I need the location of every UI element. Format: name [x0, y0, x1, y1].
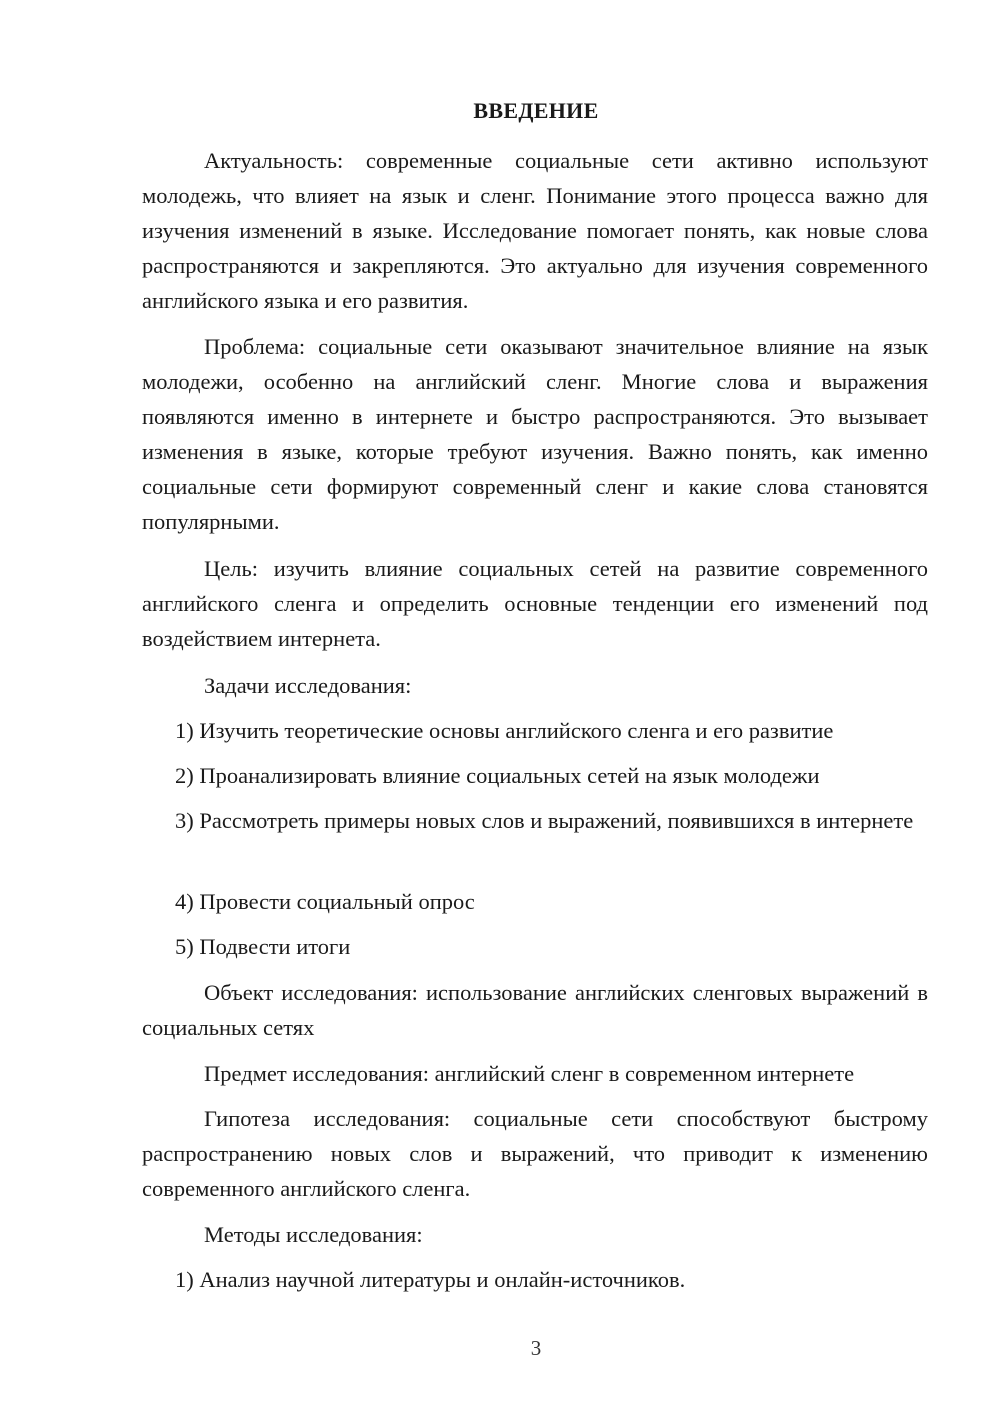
paragraph-relevance: Актуальность: современные социальные сети активно используют молодежь, что влияет на язык и сленг. Понимание этого процесса важно для изучения изменений в языке. Исследование помогает понять, как новые слова распространяются и закрепляются. Это актуально для изучения современного английского языка и его развития.	[142, 148, 928, 313]
list-item-task-3: 3) Рассмотреть примеры новых слов и выражений, появившихся в интернете	[175, 808, 914, 833]
paragraph-methods-heading: Методы исследования:	[204, 1222, 423, 1247]
paragraph-object: Объект исследования: использование английских сленговых выражений в социальных сетях	[142, 980, 928, 1040]
paragraph-goal: Цель: изучить влияние социальных сетей на развитие современного английского сленга и определить основные тенденции его изменений под воздействием интернета.	[142, 556, 928, 651]
paragraph-hypothesis: Гипотеза исследования: социальные сети способствуют быстрому распространению новых слов и выражений, что приводит к изменению современного английского сленга.	[142, 1106, 928, 1201]
paragraph-problem: Проблема: социальные сети оказывают значительное влияние на язык молодежи, особенно на английский сленг. Многие слова и выражения появляются именно в интернете и быстро распространяются. Это вызывает изменения в языке, которые требуют изучения. Важно понять, как именно социальные сети формируют современный сленг и какие слова становятся популярными.	[142, 334, 928, 534]
page-title: ВВЕДЕНИЕ	[473, 98, 599, 123]
list-item-task-2: 2) Проанализировать влияние социальных сетей на язык молодежи	[175, 763, 820, 788]
paragraph-tasks-heading: Задачи исследования:	[204, 673, 412, 698]
paragraph-subject: Предмет исследования: английский сленг в современном интернете	[204, 1061, 855, 1086]
list-item-task-4: 4) Провести социальный опрос	[175, 889, 475, 914]
list-item-task-1: 1) Изучить теоретические основы английского сленга и его развитие	[175, 718, 834, 743]
list-item-task-5: 5) Подвести итоги	[175, 934, 351, 959]
list-item-method-1: 1) Анализ научной литературы и онлайн-источников.	[175, 1267, 686, 1292]
page-number: 3	[530, 1336, 542, 1360]
